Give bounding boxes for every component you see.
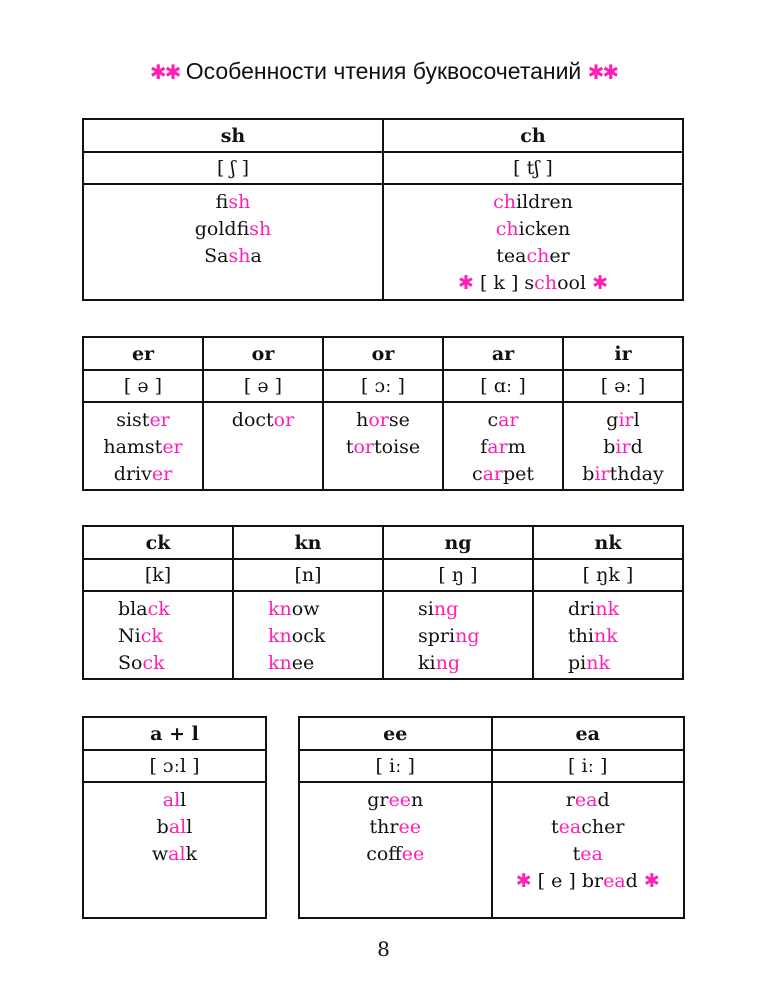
word-part: t	[345, 436, 354, 458]
word-part: dri	[568, 598, 596, 620]
word-part: l	[633, 409, 640, 431]
example-word	[268, 650, 382, 677]
word-part: n	[411, 789, 424, 811]
word-part: b	[156, 816, 169, 838]
example-word	[418, 650, 532, 677]
highlighted-letters: ir	[615, 436, 631, 458]
page-number: 8	[377, 937, 390, 961]
example-word	[493, 841, 684, 868]
word-part: d	[625, 870, 638, 892]
example-word	[418, 623, 532, 650]
word-part: ildren	[516, 191, 573, 213]
highlighted-letters: ch	[526, 245, 550, 267]
phonetic-cell: [ ə ]	[203, 370, 323, 402]
page-title	[0, 58, 767, 85]
example-word	[568, 650, 682, 677]
phonetic-cell: [ tʃ ]	[383, 152, 683, 184]
column-header: ea	[492, 717, 685, 750]
word-part: er	[549, 245, 570, 267]
example-word	[324, 407, 442, 434]
highlighted-letters: ir	[594, 463, 610, 485]
example-word	[268, 623, 382, 650]
examples-cell	[233, 591, 383, 679]
highlighted-letters: ir	[618, 409, 634, 431]
column-header: a + l	[83, 717, 266, 750]
phonetic-cell: [ iː ]	[492, 750, 685, 782]
highlighted-letters: sh	[228, 245, 251, 267]
highlighted-letters: er	[162, 436, 183, 458]
phonetic-cell: [ ɑː ]	[443, 370, 563, 402]
highlighted-letters: ✱	[637, 870, 660, 892]
example-word	[444, 434, 562, 461]
example-word	[384, 189, 682, 216]
word-part: c	[487, 409, 499, 431]
word-part: sist	[116, 409, 150, 431]
phonetic-cell: [ əː ]	[563, 370, 683, 402]
word-part: toise	[374, 436, 421, 458]
example-word	[118, 596, 232, 623]
examples-cell	[83, 591, 233, 679]
example-word	[268, 596, 382, 623]
word-part: doct	[231, 409, 274, 431]
highlighted-letters: nk	[586, 652, 610, 674]
word-part: pet	[503, 463, 535, 485]
examples-cell	[563, 402, 683, 490]
example-word	[300, 814, 491, 841]
example-word	[84, 189, 382, 216]
star-icon: ✱✱	[149, 62, 180, 84]
column-header: er	[83, 337, 203, 370]
highlighted-letters: ea	[574, 789, 598, 811]
phonetic-cell: [ ə ]	[83, 370, 203, 402]
example-word	[84, 434, 202, 461]
word-part: d	[597, 789, 610, 811]
word-part: goldfi	[194, 218, 250, 240]
column-header: ng	[383, 526, 533, 559]
column-header: ee	[299, 717, 492, 750]
word-part: t	[551, 816, 559, 838]
highlighted-letters: sh	[249, 218, 272, 240]
word-part: Sa	[204, 245, 229, 267]
example-word	[384, 270, 682, 297]
example-word	[384, 243, 682, 270]
example-word	[84, 216, 382, 243]
highlighted-letters: ch	[493, 191, 516, 213]
column-header: ch	[383, 119, 683, 152]
word-part: thr	[369, 816, 399, 838]
phonetic-cell: [ ɔː ]	[323, 370, 443, 402]
example-word	[84, 407, 202, 434]
column-header: ar	[443, 337, 563, 370]
examples-cell	[383, 591, 533, 679]
reading-table-r-combinations	[82, 336, 684, 491]
word-part: g	[606, 409, 619, 431]
example-word	[444, 461, 562, 488]
example-word	[84, 841, 265, 868]
example-word	[493, 868, 684, 895]
word-part: gr	[367, 789, 389, 811]
example-word	[300, 787, 491, 814]
word-part: [ k ] s	[479, 272, 535, 294]
word-part: pi	[568, 652, 587, 674]
highlighted-letters: ck	[147, 598, 170, 620]
highlighted-letters: ch	[495, 218, 519, 240]
examples-cell	[203, 402, 323, 490]
examples-cell	[443, 402, 563, 490]
example-word	[118, 650, 232, 677]
word-part: k	[185, 843, 198, 865]
examples-cell	[533, 591, 683, 679]
phonetic-cell: [ ŋk ]	[533, 559, 683, 591]
column-header: ck	[83, 526, 233, 559]
highlighted-letters: ✱	[457, 272, 480, 294]
word-part: l	[180, 789, 187, 811]
highlighted-letters: ch	[534, 272, 558, 294]
title-text: Особенности чтения буквосочетаний	[185, 58, 582, 84]
example-word	[204, 407, 322, 434]
word-part: ock	[291, 625, 326, 647]
word-part: cher	[581, 816, 625, 838]
example-word	[84, 461, 202, 488]
word-part: si	[418, 598, 434, 620]
highlighted-letters: or	[353, 436, 374, 458]
highlighted-letters: nk	[595, 598, 620, 620]
highlighted-letters: or	[368, 409, 389, 431]
word-part: bla	[118, 598, 148, 620]
word-part: So	[118, 652, 143, 674]
word-part: w	[151, 843, 169, 865]
example-word	[84, 814, 265, 841]
highlighted-letters: ng	[435, 652, 460, 674]
example-word	[418, 596, 532, 623]
highlighted-letters: er	[151, 463, 173, 485]
word-part: ki	[418, 652, 436, 674]
highlighted-letters: ck	[140, 625, 163, 647]
highlighted-letters: ea	[558, 816, 582, 838]
highlighted-letters: al	[168, 816, 187, 838]
word-part: ool	[557, 272, 587, 294]
example-word	[384, 216, 682, 243]
word-part: f	[480, 436, 488, 458]
reading-table-consonant-combinations	[82, 525, 684, 680]
examples-cell	[299, 782, 492, 918]
column-header: kn	[233, 526, 383, 559]
example-word	[568, 623, 682, 650]
column-header: sh	[83, 119, 383, 152]
example-word	[568, 596, 682, 623]
highlighted-letters: ee	[388, 789, 411, 811]
examples-cell	[323, 402, 443, 490]
highlighted-letters: al	[168, 843, 186, 865]
example-word	[118, 623, 232, 650]
phonetic-cell: [ ʃ ]	[83, 152, 383, 184]
highlighted-letters: ✱	[586, 272, 608, 294]
word-part: m	[507, 436, 526, 458]
word-part: l	[186, 816, 193, 838]
example-word	[324, 434, 442, 461]
word-part: b	[582, 463, 595, 485]
star-icon: ✱✱	[587, 62, 618, 84]
highlighted-letters: ✱	[515, 870, 538, 892]
reading-table-ee-ea	[298, 716, 685, 919]
example-word	[564, 407, 682, 434]
highlighted-letters: kn	[268, 652, 292, 674]
highlighted-letters: ck	[142, 652, 165, 674]
word-part: a	[250, 245, 262, 267]
examples-cell	[492, 782, 685, 918]
examples-cell	[83, 782, 266, 918]
highlighted-letters: ar	[487, 436, 508, 458]
phonetic-cell: [k]	[83, 559, 233, 591]
word-part: icken	[518, 218, 571, 240]
highlighted-letters: al	[162, 789, 181, 811]
word-part: thi	[568, 625, 594, 647]
column-header: or	[203, 337, 323, 370]
highlighted-letters: kn	[268, 598, 292, 620]
word-part: ow	[291, 598, 320, 620]
column-header: ir	[563, 337, 683, 370]
highlighted-letters: or	[273, 409, 295, 431]
phonetic-cell: [ ŋ ]	[383, 559, 533, 591]
examples-cell	[83, 402, 203, 490]
highlighted-letters: sh	[228, 191, 251, 213]
highlighted-letters: kn	[268, 625, 292, 647]
example-word	[564, 461, 682, 488]
word-part: thday	[609, 463, 664, 485]
word-part: hamst	[103, 436, 163, 458]
phonetic-cell: [ iː ]	[299, 750, 492, 782]
word-part: tea	[496, 245, 527, 267]
word-part: c	[471, 463, 483, 485]
word-part: r	[565, 789, 575, 811]
word-part: h	[356, 409, 369, 431]
examples-cell	[383, 184, 683, 300]
word-part: driv	[113, 463, 152, 485]
example-word	[564, 434, 682, 461]
highlighted-letters: ee	[401, 843, 425, 865]
word-part: coff	[366, 843, 402, 865]
word-part: t	[572, 843, 581, 865]
word-part: d	[630, 436, 643, 458]
example-word	[300, 841, 491, 868]
highlighted-letters: nk	[593, 625, 618, 647]
phonetic-cell: [ ɔːl ]	[83, 750, 266, 782]
column-header: nk	[533, 526, 683, 559]
example-word	[84, 243, 382, 270]
highlighted-letters: ea	[580, 843, 603, 865]
word-part: Ni	[118, 625, 141, 647]
highlighted-letters: ng	[433, 598, 459, 620]
highlighted-letters: ea	[603, 870, 626, 892]
word-part: se	[388, 409, 410, 431]
highlighted-letters: er	[149, 409, 170, 431]
phonetic-cell: [n]	[233, 559, 383, 591]
example-word	[493, 787, 684, 814]
highlighted-letters: ng	[455, 625, 480, 647]
reading-table-sh-ch	[82, 118, 684, 301]
highlighted-letters: ar	[482, 463, 504, 485]
word-part: ee	[291, 652, 315, 674]
word-part: [ e ] br	[537, 870, 604, 892]
word-part: spri	[418, 625, 456, 647]
example-word	[493, 814, 684, 841]
word-part: b	[603, 436, 616, 458]
example-word	[444, 407, 562, 434]
column-header: or	[323, 337, 443, 370]
highlighted-letters: ee	[398, 816, 421, 838]
example-word	[84, 787, 265, 814]
reading-table-a-l	[82, 716, 267, 919]
highlighted-letters: ar	[498, 409, 519, 431]
examples-cell	[83, 184, 383, 300]
word-part: fi	[215, 191, 229, 213]
